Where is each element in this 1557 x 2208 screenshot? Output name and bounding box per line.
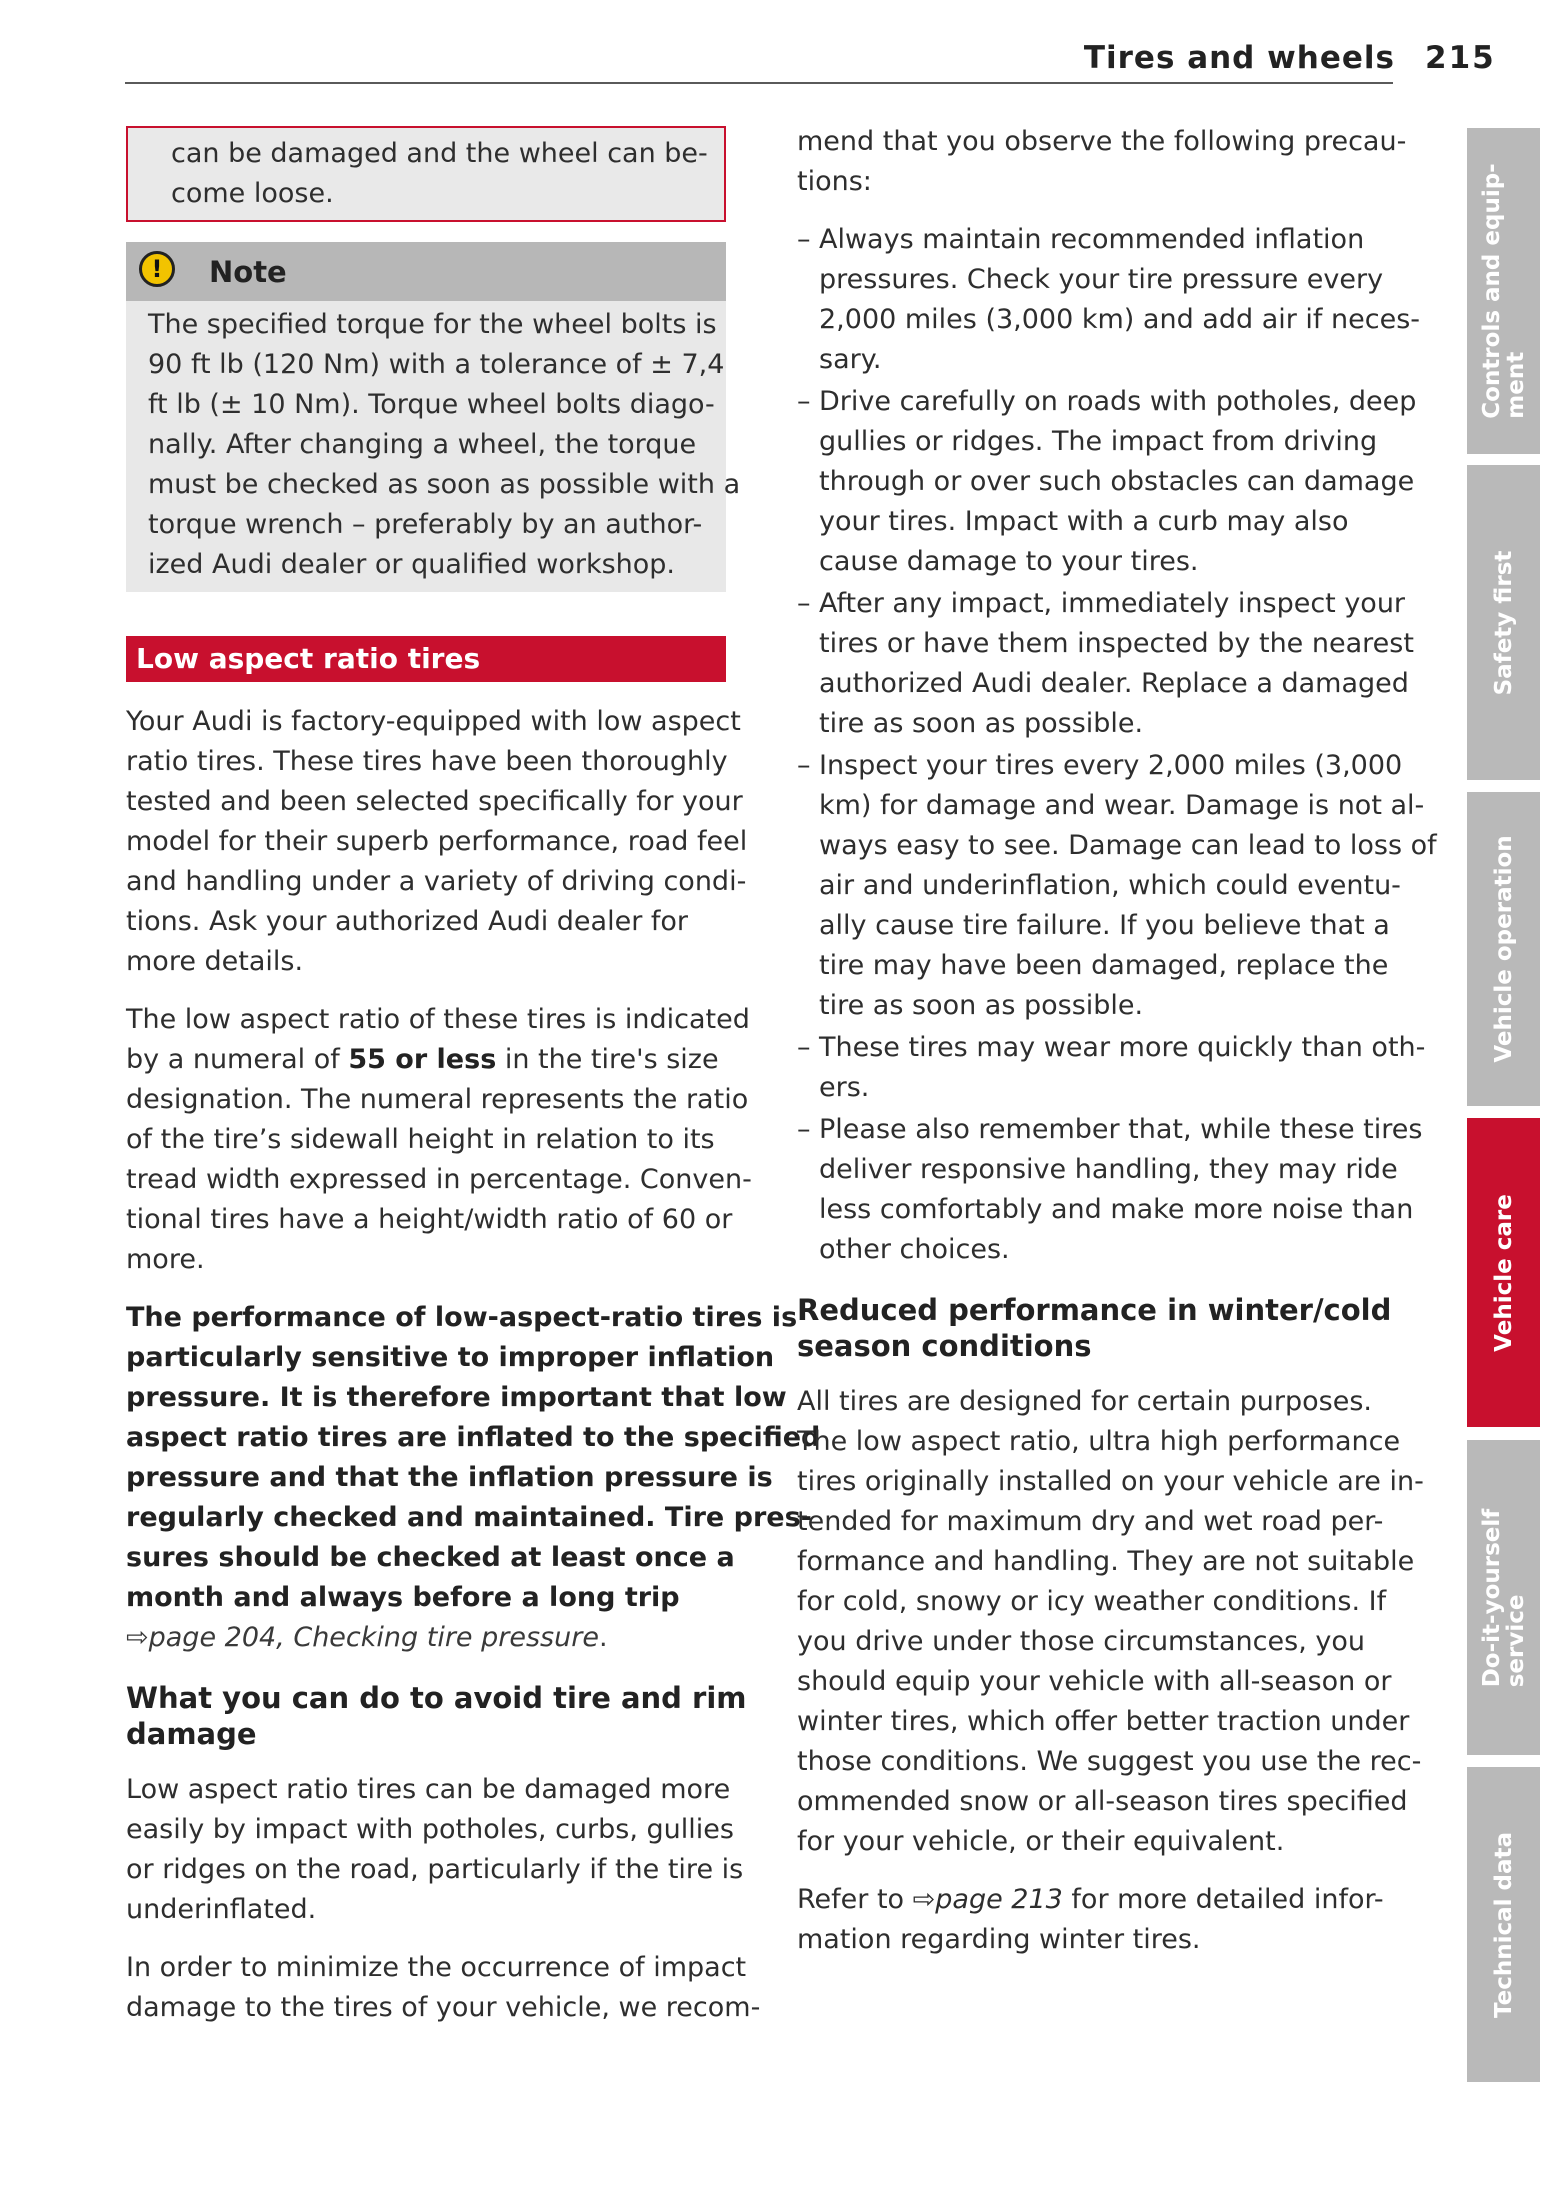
text-line: mend that you observe the following precau- bbox=[797, 126, 1407, 157]
note-line: ft lb (± 10 Nm). Torque wheel bolts diago- bbox=[148, 389, 715, 420]
heading-line: season conditions bbox=[797, 1329, 1092, 1363]
intro-paragraph bbox=[126, 702, 748, 982]
tab-label-line: ment bbox=[1502, 351, 1529, 419]
note-body bbox=[126, 301, 741, 592]
tab-vehicle-care[interactable] bbox=[1467, 1118, 1540, 1427]
tab-technical-data[interactable] bbox=[1467, 1767, 1540, 2082]
text-line: easily by impact with potholes, curbs, gullies bbox=[126, 1814, 734, 1845]
text-line: through or over such obstacles can damage bbox=[819, 466, 1415, 497]
warning-continuation-box bbox=[126, 126, 726, 222]
text-line: ers. bbox=[819, 1072, 870, 1103]
text-line: Your Audi is factory-equipped with low aspect bbox=[126, 706, 741, 737]
tab-controls-and-equipment[interactable] bbox=[1467, 128, 1540, 454]
note-line: torque wrench – preferably by an author- bbox=[148, 509, 703, 540]
emphasis-text: 55 or less bbox=[348, 1044, 497, 1075]
text-line: less comfortably and make more noise than bbox=[819, 1194, 1414, 1225]
tab-label-line: Do-it-yourself bbox=[1478, 1508, 1505, 1687]
text-line: tires or have them inspected by the nearest bbox=[819, 628, 1414, 659]
text-line: – Inspect your tires every 2,000 miles (3,000 bbox=[819, 750, 1403, 781]
text-line: Low aspect ratio tires can be damaged more bbox=[126, 1774, 731, 1805]
list-item bbox=[797, 382, 1417, 582]
text-fragment: Refer to bbox=[797, 1884, 913, 1915]
text-line: tire as soon as possible. bbox=[819, 990, 1144, 1021]
text-line: tended for maximum dry and wet road per- bbox=[797, 1506, 1384, 1537]
tab-label bbox=[1480, 163, 1528, 418]
text-line: tions. Ask your authorized Audi dealer for bbox=[126, 906, 689, 937]
note-title: Note bbox=[209, 255, 287, 289]
page-reference-link[interactable] bbox=[913, 1884, 1063, 1915]
text-line: for your vehicle, or their equivalent. bbox=[797, 1826, 1285, 1857]
tab-label: Safety first bbox=[1490, 550, 1517, 695]
text-line: 2,000 miles (3,000 km) and add air if neces- bbox=[819, 304, 1421, 335]
text-line: air and underinflation, which could eventu- bbox=[819, 870, 1401, 901]
tab-label: Vehicle care bbox=[1490, 1193, 1517, 1352]
text-line: your tires. Impact with a curb may also bbox=[819, 506, 1349, 537]
text-line: tread width expressed in percentage. Conven- bbox=[126, 1164, 752, 1195]
tab-label: Technical data bbox=[1490, 1831, 1517, 2018]
precaution-list bbox=[797, 220, 1437, 1270]
section-heading-bar: Low aspect ratio tires bbox=[126, 636, 726, 682]
note-line: must be checked as soon as possible with a bbox=[148, 469, 741, 500]
warning-line: come loose. bbox=[171, 178, 334, 209]
text-line: other choices. bbox=[819, 1234, 1010, 1265]
note-line: nally. After changing a wheel, the torque bbox=[148, 429, 697, 460]
text-line: model for their superb performance, road feel bbox=[126, 826, 748, 857]
arrow-right-icon: ⇨ bbox=[912, 1884, 936, 1915]
text-line: deliver responsive handling, they may ride bbox=[819, 1154, 1398, 1185]
text-fragment: by a numeral of bbox=[126, 1044, 349, 1075]
text-line: – Please also remember that, while these tires bbox=[819, 1114, 1423, 1145]
text-line: tire may have been damaged, replace the bbox=[819, 950, 1389, 981]
tab-vehicle-operation[interactable] bbox=[1467, 792, 1540, 1106]
text-fragment: . bbox=[598, 1622, 608, 1653]
tab-do-it-yourself-service[interactable] bbox=[1467, 1440, 1540, 1755]
damage-paragraph bbox=[126, 1770, 744, 1930]
list-item bbox=[797, 1110, 1423, 1270]
text-line: designation. The numeral represents the ratio bbox=[126, 1084, 749, 1115]
continuation-paragraph bbox=[797, 122, 1407, 202]
text-line: – After any impact, immediately inspect your bbox=[819, 588, 1406, 619]
list-item bbox=[797, 1028, 1426, 1108]
text-line: – Drive carefully on roads with potholes, deep bbox=[819, 386, 1417, 417]
text-line: winter tires, which offer better traction under bbox=[797, 1706, 1410, 1737]
note-line: The specified torque for the wheel bolts is bbox=[148, 309, 717, 340]
text-line: should equip your vehicle with all-season or bbox=[797, 1666, 1392, 1697]
header-divider bbox=[125, 82, 1393, 84]
text-line: All tires are designed for certain purposes. bbox=[797, 1386, 1372, 1417]
text-line: sures should be checked at least once a bbox=[126, 1542, 735, 1573]
text-line: more details. bbox=[126, 946, 304, 977]
arrow-right-icon: ⇨ bbox=[126, 1622, 149, 1653]
exclamation-circle-icon: ! bbox=[139, 251, 175, 287]
note-header bbox=[126, 242, 726, 301]
text-line: aspect ratio tires are inflated to the specified bbox=[126, 1422, 821, 1453]
text-line: sary. bbox=[819, 344, 882, 375]
tab-label-line: service bbox=[1502, 1594, 1529, 1687]
note-line: ized Audi dealer or qualified workshop. bbox=[148, 549, 676, 580]
list-item bbox=[797, 746, 1437, 1026]
text-line: month and always before a long trip bbox=[126, 1582, 680, 1613]
text-line: gullies or ridges. The impact from driving bbox=[819, 426, 1378, 457]
text-line: ommended snow or all-season tires specified bbox=[797, 1786, 1408, 1817]
subheading-avoid-damage bbox=[126, 1680, 747, 1752]
text-line: The performance of low-aspect-ratio tires is bbox=[126, 1302, 798, 1333]
list-item bbox=[797, 220, 1421, 380]
text-line: km) for damage and wear. Damage is not al- bbox=[819, 790, 1425, 821]
note-line: 90 ft lb (120 Nm) with a tolerance of ± 7,4 bbox=[148, 349, 725, 380]
heading-line: Reduced performance in winter/cold bbox=[797, 1293, 1392, 1327]
reference-text: page 213 bbox=[935, 1884, 1063, 1915]
text-line: In order to minimize the occurrence of impact bbox=[126, 1952, 747, 1983]
running-header-title: Tires and wheels bbox=[1083, 40, 1395, 76]
text-line: and handling under a variety of driving condi- bbox=[126, 866, 747, 897]
text-line: of the tire’s sidewall height in relation to its bbox=[126, 1124, 715, 1155]
refer-paragraph bbox=[797, 1880, 1397, 1960]
text-line: particularly sensitive to improper inflation bbox=[126, 1342, 775, 1373]
text-line: – These tires may wear more quickly than oth- bbox=[819, 1032, 1426, 1063]
page-number: 215 bbox=[1425, 40, 1496, 76]
text-line: mation regarding winter tires. bbox=[797, 1924, 1201, 1955]
text-line: or ridges on the road, particularly if the tire is bbox=[126, 1854, 744, 1885]
text-line bbox=[797, 1880, 1397, 1920]
reference-text: page 204, Checking tire pressure bbox=[148, 1622, 599, 1653]
tab-label: Vehicle operation bbox=[1490, 835, 1517, 1063]
text-line: more. bbox=[126, 1244, 205, 1275]
text-line: formance and handling. They are not suitable bbox=[797, 1546, 1415, 1577]
winter-paragraph bbox=[797, 1382, 1424, 1862]
right-column bbox=[797, 122, 1437, 1960]
text-line: authorized Audi dealer. Replace a damaged bbox=[819, 668, 1409, 699]
page-reference-link[interactable] bbox=[126, 1618, 726, 1658]
left-column bbox=[126, 122, 821, 2028]
text-line bbox=[126, 1040, 726, 1080]
text-fragment: in the tire's size bbox=[496, 1044, 719, 1075]
text-line: underinflated. bbox=[126, 1894, 317, 1925]
text-line: pressure and that the inflation pressure is bbox=[126, 1462, 773, 1493]
text-line: tire as soon as possible. bbox=[819, 708, 1144, 739]
tab-label bbox=[1480, 1508, 1528, 1687]
text-line: tions: bbox=[797, 166, 872, 197]
subheading-winter bbox=[797, 1292, 1397, 1364]
heading-line: damage bbox=[126, 1717, 257, 1751]
text-line: The low aspect ratio, ultra high performance bbox=[797, 1426, 1401, 1457]
note-box bbox=[126, 242, 741, 592]
text-line: pressures. Check your tire pressure every bbox=[819, 264, 1384, 295]
text-line: cause damage to your tires. bbox=[819, 546, 1199, 577]
text-line: pressure. It is therefore important that low bbox=[126, 1382, 787, 1413]
text-line: – Always maintain recommended inflation bbox=[819, 224, 1365, 255]
text-line: regularly checked and maintained. Tire pres- bbox=[126, 1502, 812, 1533]
text-line: you drive under those circumstances, you bbox=[797, 1626, 1365, 1657]
text-line: damage to the tires of your vehicle, we recom- bbox=[126, 1992, 761, 2023]
bold-warning-paragraph bbox=[126, 1298, 821, 1658]
minimize-paragraph bbox=[126, 1948, 761, 2028]
text-line: ratio tires. These tires have been thoroughly bbox=[126, 746, 728, 777]
warning-line: can be damaged and the wheel can be- bbox=[171, 138, 708, 169]
text-line: tires originally installed on your vehicle are in- bbox=[797, 1466, 1424, 1497]
list-item bbox=[797, 584, 1414, 744]
text-line: ally cause tire failure. If you believe that a bbox=[819, 910, 1390, 941]
aspect-ratio-paragraph bbox=[126, 1000, 752, 1280]
text-line: those conditions. We suggest you use the rec- bbox=[797, 1746, 1422, 1777]
text-line: for cold, snowy or icy weather conditions. If bbox=[797, 1586, 1387, 1617]
text-line: The low aspect ratio of these tires is indicated bbox=[126, 1004, 750, 1035]
text-fragment: for more detailed infor- bbox=[1062, 1884, 1384, 1915]
text-line: tional tires have a height/width ratio of 60 or bbox=[126, 1204, 733, 1235]
heading-line: What you can do to avoid tire and rim bbox=[126, 1681, 747, 1715]
text-line: ways easy to see. Damage can lead to loss of bbox=[819, 830, 1437, 861]
text-line: tested and been selected specifically for your bbox=[126, 786, 743, 817]
tab-safety-first[interactable] bbox=[1467, 465, 1540, 780]
tab-label-line: Controls and equip- bbox=[1478, 163, 1505, 419]
